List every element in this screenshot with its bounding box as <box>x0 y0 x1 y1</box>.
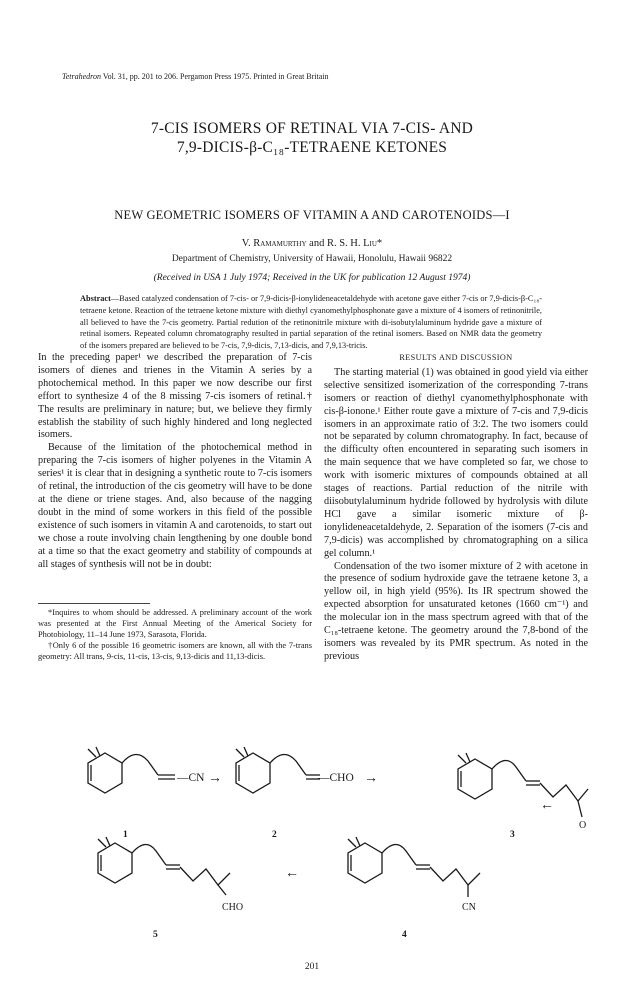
right-paragraph-2: Condensation of the two isomer mixture of 2 with acetone in the presence of sodium hydroxide gave the tetraene ketone 3, a yellow oil, in high yield (95%). Its IR spectrum showed the expected absorption for unsaturated ketones (1660 cm⁻¹) and the molecular ion in the mass spectrum agreed with that of the C₁₈-tetraene ketone. The geometry around the 7,8-bond of the isomers was revealed by its PMR spectrum. As noted in the previous <box>324 560 588 662</box>
section-heading: RESULTS AND DISCUSSION <box>399 353 513 362</box>
footnote-rule <box>38 603 150 604</box>
arrow-2-to-3: → <box>364 771 378 786</box>
footnotes <box>38 608 312 663</box>
left-column <box>38 352 312 571</box>
label-cho-5: CHO <box>222 902 244 913</box>
footnote-2: †Only 6 of the possible 16 geometric isomers are known, all with the 7-trans geometry: All trans, 9-cis, 11-cis, 13-cis, 9,13-dicis and 11,13-dicis. <box>38 640 312 661</box>
compound-5-structure <box>98 837 230 895</box>
reaction-scheme <box>0 745 624 965</box>
compound-number-4: 4 <box>402 930 407 940</box>
arrow-1-to-2: → <box>208 771 222 786</box>
label-cn-4: CN <box>462 902 476 913</box>
compound-3-structure <box>458 753 588 817</box>
right-column <box>324 352 588 664</box>
left-paragraph-2: Because of the limitation of the photochemical method in preparing the 7-cis isomers of higher polyenes in the Vitamin A series¹ it is clear that in designing a synthetic route to 7-cis isomers of retinal, the introduction of the cis geometry will have to be done at the diene or triene stages. And, also because of the nagging doubt in the mind of some workers in this field of the possible existence of such isomers in vitamin A and carotenoids, to start out we chose a route involving chain lengthening by one double bond at a time so that the exact geometry and stability of compounds at all stages of synthesis will not be in doubt: <box>38 442 312 570</box>
article-subtitle: NEW GEOMETRIC ISOMERS OF VITAMIN A AND CAROTENOIDS—I <box>114 208 510 222</box>
abstract <box>80 293 542 352</box>
compound-number-1: 1 <box>123 830 128 840</box>
footnote-1: *Inquires to whom should be addressed. A preliminary account of the work was presented at the First Annual Meeting of the Americal Society for Photobiology, 11–14 June 1973, Sarasota, Florida. <box>38 608 312 639</box>
arrow-4-to-5: ← <box>285 866 299 881</box>
label-cn: —CN <box>177 772 205 784</box>
compound-number-3: 3 <box>510 830 515 840</box>
compound-number-5: 5 <box>153 930 158 940</box>
abstract-label: Abstract <box>80 294 111 303</box>
arrow-3-to-4: ← <box>540 798 554 813</box>
compound-1-structure <box>88 747 175 793</box>
journal-header <box>62 72 329 81</box>
right-paragraph-1: The starting material (1) was obtained in good yield via either selective sensitized isomerization of the corresponding 7-trans isomers or reaction of diethyl cyanomethylphosphonate with cis-β-ionone.¹ Either route gave a mixture of 7-cis and 7,9-dicis isomers in an approximate ratio of 3:2. The two isomers could not be separated by column chromatography. In fact, because of the difficulty often encountered in separating such isomers in the main sequence that we have completed so far, we chose to work with isomeric mixtures of compounds obtained at all stages of reactions. Partial reduction of the nitrile with diisobutylaluminum hydride followed by hydrolysis with dilute HCl gave a similar isomeric mixture of β-ionylideneacetaldehyde, 2. Separation of the isomers (7-cis and 7,9-dicis) was accomplished by chromatographing on a silica gel column.¹ <box>324 366 588 559</box>
compound-2-structure <box>236 747 320 793</box>
compound-4-structure <box>348 837 480 897</box>
author-2: R. S. H. Liu* <box>326 238 383 249</box>
author-conjunction: and <box>309 238 325 249</box>
page-number: 201 <box>304 962 320 972</box>
journal-name: Tetrahedron <box>62 72 101 81</box>
affiliation: Department of Chemistry, University of Hawaii, Honolulu, Hawaii 96822 <box>171 254 453 264</box>
label-ketone-o: O <box>579 820 587 831</box>
title-line-1: 7-CIS ISOMERS OF RETINAL VIA 7-CIS- AND <box>150 120 474 137</box>
abstract-text: —Based catalyzed condensation of 7-cis- or 7,9-dicis-β-ionylideneacetaldehyde with acetone gave either 7-cis or 7,9-dicis-β-C₁₈-tetraene ketone. Reaction of the tetraene ketone mixture with diethyl cyanomethylphosphonate gave a mixture of 4 isomers of retinonitrile, all believed to have the 7-cis geometry. Partial redution of the retinonitrile mixture with di-isobutylaluminum hydride gave a mixture of retinal isomers. Repeated column chromatography resulted in partial separation of the retinal isomers. Based on NMR data the geometry of the isomers prepared are believed to be 7-cis, 7,9-dicis, 7,13-dicis, and 7,9,13-tricis. <box>80 294 542 351</box>
author-1: V. Ramamurthy <box>241 238 307 249</box>
author-line <box>0 238 624 249</box>
journal-citation: Vol. 31, pp. 201 to 206. Pergamon Press 1975. Printed in Great Britain <box>102 72 329 81</box>
title-line-2: 7,9-DICIS-β-C₁₈-TETRAENE KETONES <box>176 139 448 156</box>
compound-number-2: 2 <box>272 830 277 840</box>
received-dates: (Received in USA 1 July 1974; Received in the UK for publication 12 August 1974) <box>153 273 471 283</box>
label-cho: —CHO <box>318 772 354 784</box>
left-paragraph-1: In the preceding paper¹ we described the preparation of 7-cis isomers of dienes and trienes in the Vitamin A series by a photochemical method. In this paper we now describe our first effort to synthesize 4 of the 8 missing 7-cis isomers of retinal.† The results are preliminary in nature; but, we believe they firmly establish the stability of such highly hindered and long neglected isomers. <box>38 352 312 441</box>
article-title <box>0 119 624 157</box>
